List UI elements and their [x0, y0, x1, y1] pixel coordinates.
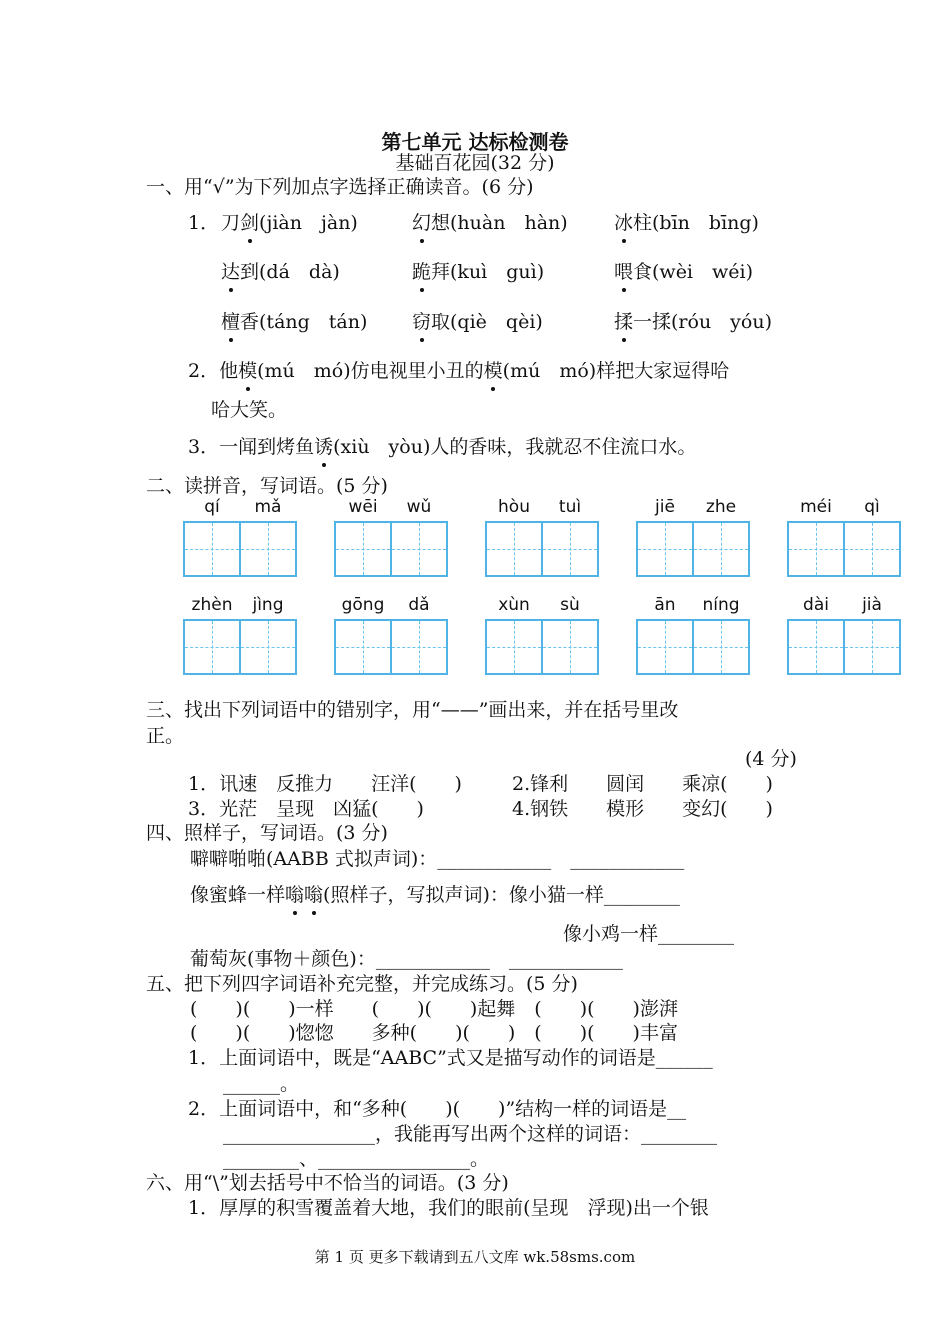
- s5-question-1-cont: ______。: [223, 1073, 300, 1095]
- writing-grid[interactable]: [334, 619, 448, 675]
- s1-item-1: 刀剑(jiàn jàn): [221, 212, 358, 234]
- section-5-heading: 五、把下列四字词语补充完整，并完成练习。(5 分): [146, 973, 578, 995]
- s3-line-2b: 4.钢铁 模形 变幻( ): [512, 798, 773, 820]
- section-4-heading: 四、照样子，写词语。(3 分): [146, 822, 388, 844]
- page-title: 第七单元 达标检测卷: [381, 130, 569, 154]
- pinyin-label: níng: [702, 595, 740, 615]
- writing-grid[interactable]: [485, 521, 599, 577]
- s1-question-2-cont: 哈大笑。: [211, 399, 288, 421]
- s5-question-2: 2．上面词语中，和“多种( )( )”结构一样的词语是__: [188, 1098, 687, 1120]
- s1-item-4: 达到(dá dà): [221, 261, 340, 283]
- s1-item-9: 揉一揉(róu yóu): [614, 311, 773, 333]
- s1-question-2: 2．他模(mú mó)仿电视里小丑的模(mú mó)样把大家逗得哈: [188, 360, 730, 382]
- s5-row-1: ( )( )一样 ( )( )起舞 ( )( )澎湃: [190, 998, 678, 1020]
- writing-grid[interactable]: [787, 521, 901, 577]
- pinyin-label: wǔ: [406, 497, 432, 517]
- writing-grid[interactable]: [334, 521, 448, 577]
- pinyin-label: gōng: [341, 595, 385, 615]
- s3-line-2a: 3．光茫 呈现 凶猛( ): [188, 798, 424, 820]
- section-3-heading: 三、找出下列词语中的错别字，用“——”画出来，并在括号里改: [146, 699, 679, 721]
- s5-row-2: ( )( )惚惚 多种( )( ) ( )( )丰富: [190, 1022, 678, 1044]
- pinyin-label: qí: [204, 497, 220, 517]
- s1-item-3: 冰柱(bīn bīng): [614, 212, 759, 234]
- pinyin-label: ān: [654, 595, 676, 615]
- pinyin-label: xùn: [498, 595, 530, 615]
- section-6-heading: 六、用“\”划去括号中不恰当的词语。(3 分): [146, 1172, 509, 1194]
- s1-item-8: 窃取(qiè qèi): [412, 311, 543, 333]
- s3-line-1a: 1．讯速 反推力 汪洋( ): [188, 773, 462, 795]
- pinyin-label: hòu: [498, 497, 530, 517]
- writing-grid[interactable]: [636, 521, 750, 577]
- s5-question-2-cont: ________________，我能再写出两个这样的词语：________: [223, 1123, 718, 1145]
- section-subtitle: 基础百花园(32 分): [395, 152, 555, 174]
- writing-grid[interactable]: [485, 619, 599, 675]
- s1-item-7: 檀香(táng tán): [221, 311, 368, 333]
- s4-line-1: 噼噼啪啪(AABB 式拟声词)：____________ ____________: [190, 848, 685, 870]
- pinyin-label: mǎ: [254, 497, 282, 517]
- pinyin-label: jià: [862, 595, 882, 615]
- writing-grid[interactable]: [183, 521, 297, 577]
- section-1-heading: 一、用“√”为下列加点字选择正确读音。(6 分): [146, 176, 534, 198]
- s4-line-2: 像蜜蜂一样嗡嗡(照样子，写拟声词)：像小猫一样________: [190, 884, 680, 906]
- section-3-heading-cont: 正。: [146, 725, 185, 747]
- s3-line-1b: 2.锋利 圆闰 乘凉( ): [512, 773, 773, 795]
- pinyin-label: sù: [560, 595, 580, 615]
- pinyin-label: qì: [864, 497, 880, 517]
- s1-item-6: 喂食(wèi wéi): [614, 261, 754, 283]
- s1-q1-number: 1．: [188, 212, 220, 234]
- writing-grid[interactable]: [787, 619, 901, 675]
- writing-grid[interactable]: [636, 619, 750, 675]
- pinyin-label: zhe: [705, 497, 737, 517]
- s6-question-1: 1．厚厚的积雪覆盖着大地，我们的眼前(呈现 浮现)出一个银: [188, 1197, 709, 1219]
- pinyin-label: dài: [803, 595, 829, 615]
- section-3-points: (4 分): [745, 748, 797, 770]
- pinyin-label: jìng: [252, 595, 284, 615]
- pinyin-label: jiē: [655, 497, 675, 517]
- s5-question-1: 1．上面词语中，既是“AABC”式又是描写动作的词语是______: [188, 1047, 713, 1069]
- s4-line-4: 葡萄灰(事物＋颜色)：____________ ____________: [190, 948, 623, 970]
- s5-question-2-cont2: ________、________________。: [223, 1148, 490, 1170]
- pinyin-label: méi: [800, 497, 832, 517]
- s1-item-5: 跪拜(kuì guì): [412, 261, 545, 283]
- section-2-heading: 二、读拼音，写词语。(5 分): [146, 475, 388, 497]
- pinyin-label: wēi: [348, 497, 378, 517]
- pinyin-label: tuì: [558, 497, 582, 517]
- s4-line-3: 像小鸡一样________: [563, 923, 735, 945]
- writing-grid[interactable]: [183, 619, 297, 675]
- s1-question-3: 3．一闻到烤鱼诱(xiù yòu)人的香味，我就忍不住流口水。: [188, 436, 697, 458]
- pinyin-label: dǎ: [408, 595, 430, 615]
- page-footer: 第 1 页 更多下载请到五八文库 wk.58sms.com: [314, 1248, 636, 1266]
- s1-item-2: 幻想(huàn hàn): [412, 212, 568, 234]
- pinyin-label: zhèn: [191, 595, 233, 615]
